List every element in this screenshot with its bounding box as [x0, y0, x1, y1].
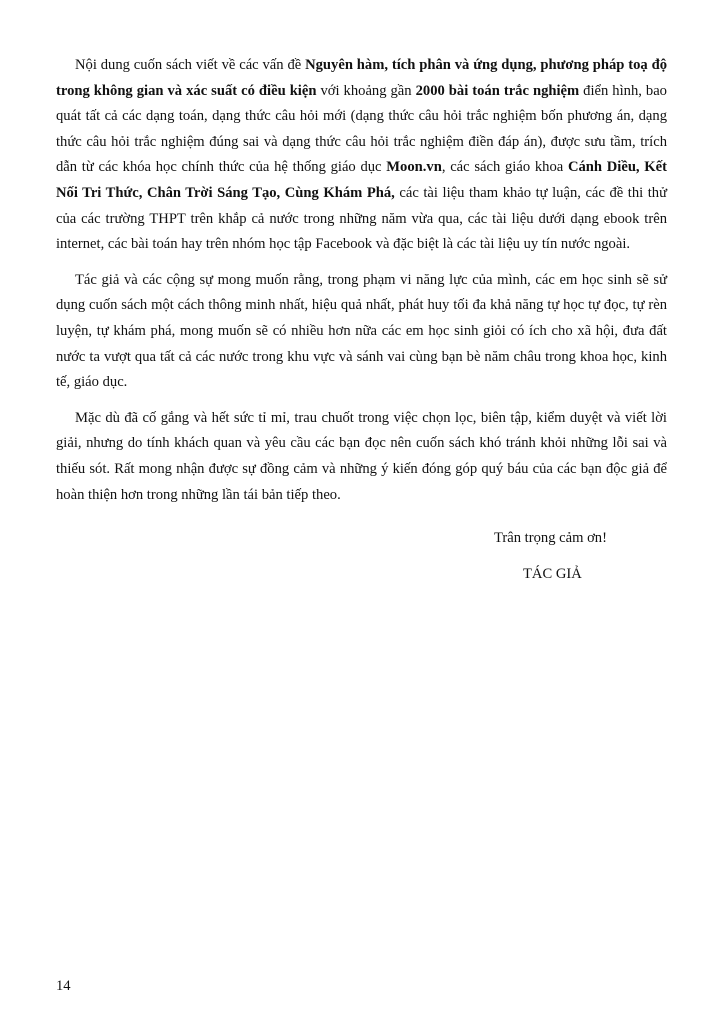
- text-run: điển hình, bao quát tất cả các dạng toán, dạng thức câu hỏi mới (dạng thức câu hỏi trắc nghiệm bốn phương án, dạng thức câu hỏi trắc nghiệm đúng sai và dạng thức câu hỏi trắc nghiệm điền đáp án), được sưu tầm, trích dẫn từ các khóa học chính thức của hệ thống giáo dục: [56, 82, 667, 176]
- bold-text-run: Cánh Diều, Kết Nối Tri Thức, Chân Trời Sáng Tạo, Cùng Khám Phá,: [56, 159, 667, 201]
- closing-author-signature: TÁC GIẢ: [523, 566, 582, 582]
- closing-thanks: Trân trọng cảm ơn!: [494, 530, 607, 546]
- preface-body: [56, 53, 667, 518]
- paragraph-author-wishes: [56, 268, 667, 396]
- bold-text-run: Nguyên hàm, tích phân và ứng dụng, phương pháp toạ độ trong không gian và xác suất có điều kiện: [56, 57, 667, 99]
- text-run: Mặc dù đã cố gắng và hết sức tỉ mỉ, trau chuốt trong việc chọn lọc, biên tập, kiểm duyệt và viết lời giải, nhưng do tính khách quan và yêu cầu các bạn đọc nên cuốn sách khó tránh khỏi những lỗi sai và thiếu sót. Rất mong nhận được sự đồng cảm và những ý kiến đóng góp quý báu của các bạn độc giả để hoàn thiện hơn trong những lần tái bản tiếp theo.: [56, 409, 667, 503]
- text-run: Tác giả và các cộng sự mong muốn rằng, trong phạm vi năng lực của mình, các em học sinh sẽ sử dụng cuốn sách một cách thông minh nhất, hiệu quả nhất, phát huy tối đa khả năng tự học tự đọc, tự rèn luyện, tự khám phá, mong muốn sẽ có nhiều hơn nữa các em học sinh giỏi có ích cho xã hội, đưa đất nước ta vượt qua tất cả các nước trong khu vực và sánh vai cùng bạn bè năm châu trong khoa học, kinh tế, giáo dục.: [56, 271, 667, 391]
- text-run: các tài liệu tham khảo tự luận, các đề thi thử của các trường THPT trên khắp cả nước trong những năm vừa qua, các tài liệu dưới dạng ebook trên internet, các bài toán hay trên nhóm học tập Facebook và đặc biệt là các tài liệu uy tín nước ngoài.: [56, 184, 667, 253]
- bold-text-run: 2000 bài toán trắc nghiệm: [415, 82, 580, 99]
- text-run: , các sách giáo khoa: [441, 159, 568, 176]
- text-run: với khoảng gần: [316, 82, 416, 99]
- text-run: Nội dung cuốn sách viết về các vấn đề: [75, 57, 306, 73]
- page-number: 14: [56, 978, 71, 994]
- bold-text-run: Moon.vn: [386, 159, 442, 176]
- paragraph-apology: [56, 406, 667, 508]
- paragraph-content-overview: [56, 53, 667, 258]
